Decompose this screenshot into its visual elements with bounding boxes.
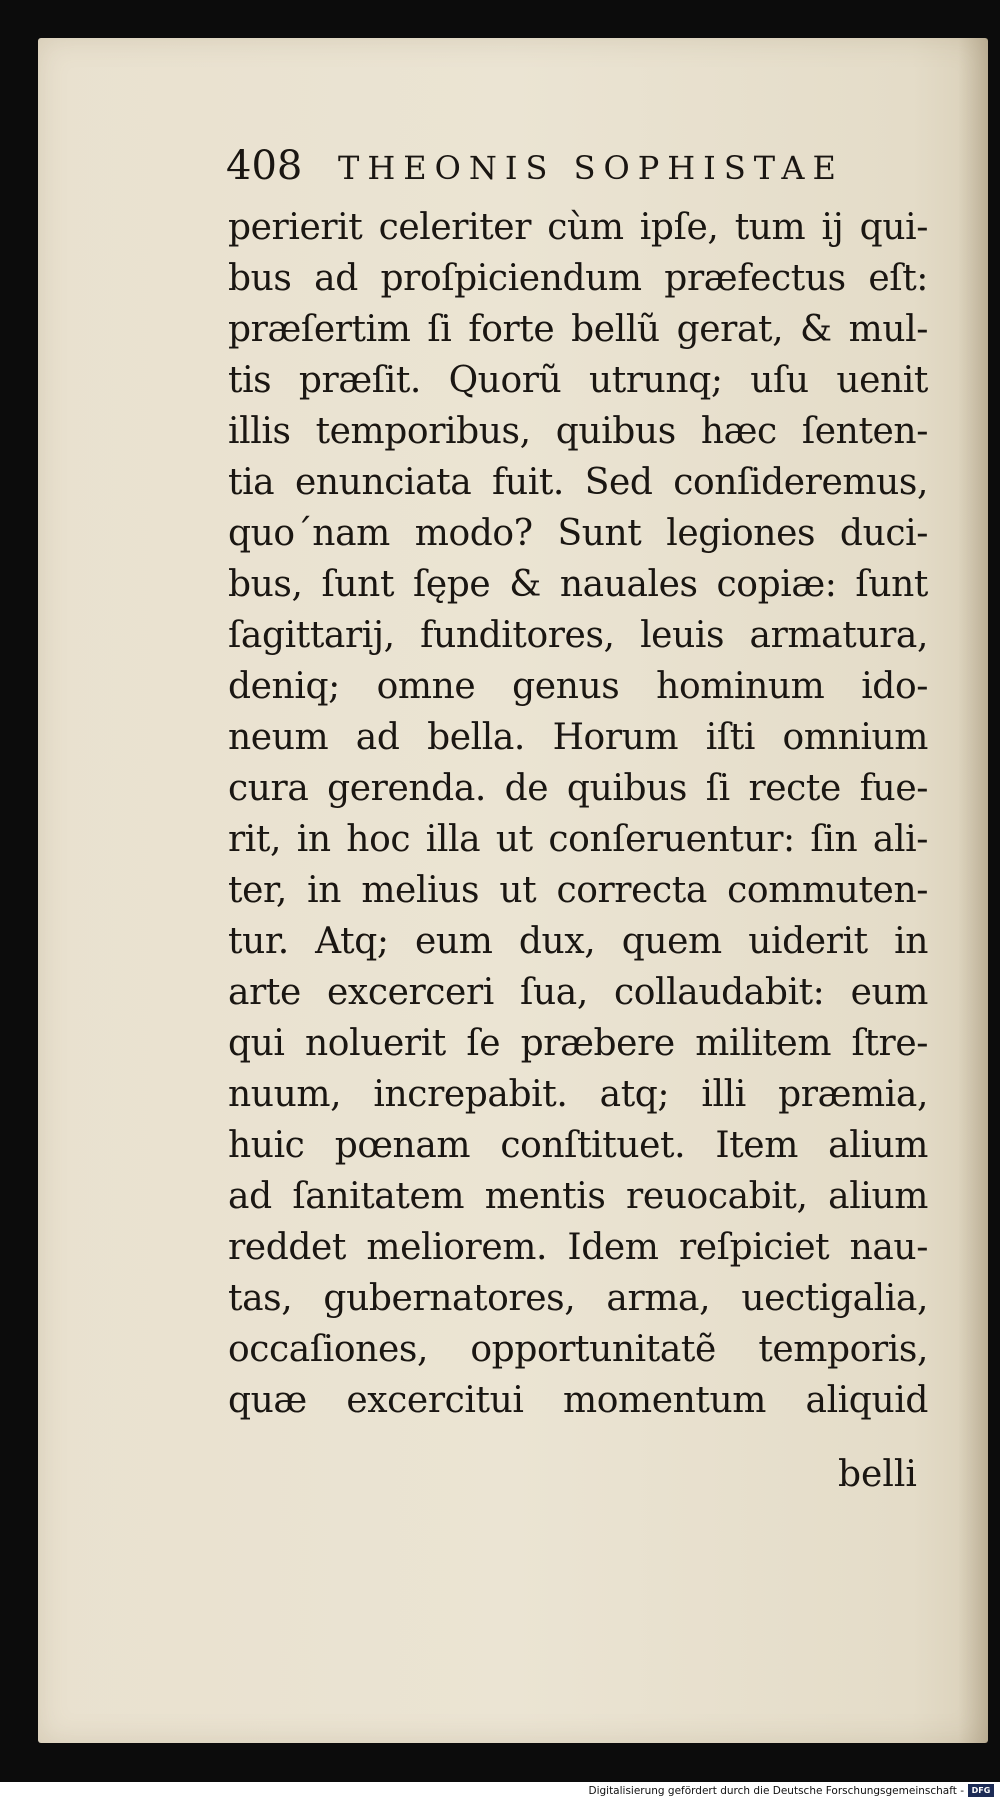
text-line: quæ excercitui momentum aliquid [228, 1380, 928, 1421]
text-line: huic pœnam conſtituet. Item alium [228, 1125, 928, 1166]
page-gutter-shadow [958, 38, 988, 1743]
text-line: perierit celeriter cùm ipſe, tum ij qui- [228, 207, 928, 248]
digitization-footer [0, 1782, 1000, 1800]
text-line: tia enunciata fuit. Sed conſideremus, [228, 462, 928, 503]
text-line: quo´nam modo? Sunt legiones duci- [228, 513, 928, 554]
text-line: cura gerenda. de quibus ſi recte fue- [228, 768, 928, 809]
text-line: neum ad bella. Horum iſti omnium [228, 717, 928, 758]
text-line: qui noluerit ſe præbere militem ſtre- [228, 1023, 928, 1064]
text-line: ter, in melius ut correcta commuten- [228, 870, 928, 911]
page-number: 408 [226, 143, 303, 189]
dfg-logo: DFG [968, 1784, 994, 1797]
text-line: bus, ſunt ſępe & nauales copiæ: ſunt [228, 564, 928, 605]
text-line: arte excerceri ſua, collaudabit: eum [228, 972, 928, 1013]
text-line: nuum, increpabit. atq; illi præmia, [228, 1074, 928, 1115]
text-line: ſagittarij, funditores, leuis armatura, [228, 615, 928, 656]
running-head [190, 138, 910, 194]
text-line: tur. Atq; eum dux, quem uiderit in [228, 921, 928, 962]
running-title: THEONIS SOPHISTAE [338, 149, 844, 187]
text-line: tas, gubernatores, arma, uectigalia, [228, 1278, 928, 1319]
text-line: reddet meliorem. Idem reſpiciet nau- [228, 1227, 928, 1268]
text-line: occaſiones, opportunitatẽ temporis, [228, 1329, 928, 1370]
text-line: præſertim ſi forte bellũ gerat, & mul- [228, 309, 928, 350]
body-text [228, 202, 928, 1426]
text-line: rit, in hoc illa ut conſeruentur: ſin ali- [228, 819, 928, 860]
funding-credit: Digitalisierung gefördert durch die Deutsche Forschungsgemeinschaft - [588, 1785, 964, 1797]
text-line: illis temporibus, quibus hæc ſenten- [228, 411, 928, 452]
text-line: ad ſanitatem mentis reuocabit, alium [228, 1176, 928, 1217]
text-line: bus ad proſpiciendum præfectus eſt: [228, 258, 928, 299]
text-line: deniq; omne genus hominum ido- [228, 666, 928, 707]
catchword: belli [838, 1454, 917, 1495]
text-line: tis præſit. Quorũ utrunq; uſu uenit [228, 360, 928, 401]
